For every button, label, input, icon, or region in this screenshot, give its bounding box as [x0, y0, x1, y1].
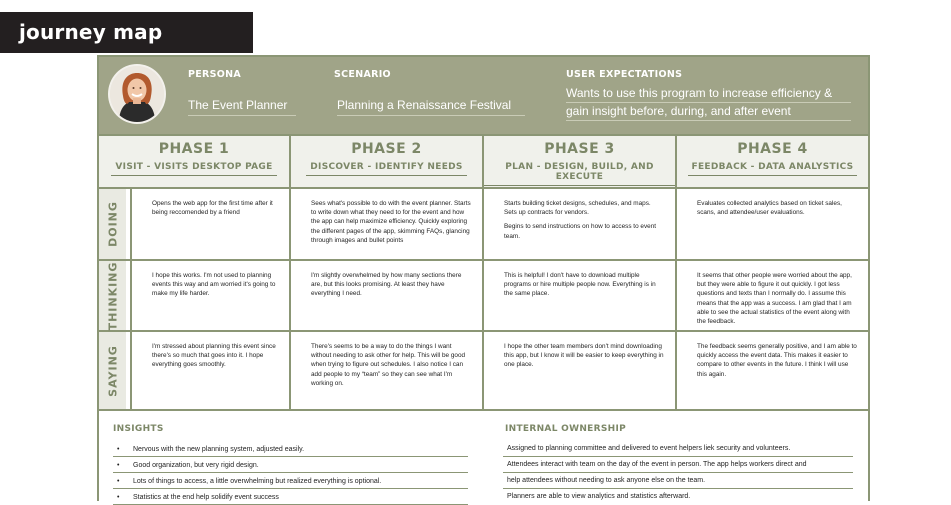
bullet: • [117, 478, 120, 485]
insight-text: Good organization, but very rigid design. [133, 462, 259, 469]
ownership-text: Planners are able to view analytics and statistics afterward. [507, 493, 691, 500]
cell-saying-phase-3 [484, 332, 675, 409]
ownership-text: Assigned to planning committee and delivered to event helpers liek security and volunteers. [507, 445, 791, 452]
cell-text: The feedback seems generally positive, and I am able to quickly access the event data. This makes it easier to compare to other events in the future. I think I will use this again. [697, 343, 857, 378]
phase-subtitle: FEEDBACK - DATA ANALYSTICS [688, 162, 858, 176]
cell-thinking-phase-3 [484, 261, 675, 330]
insight-item [113, 474, 468, 489]
cell-doing-phase-4 [677, 189, 868, 259]
phase-3 [484, 136, 677, 187]
bullet: • [117, 446, 120, 453]
cell-doing-phase-1 [132, 189, 289, 259]
phase-title: PHASE 3 [544, 141, 615, 157]
insight-item [113, 442, 468, 457]
cell-text: I hope this works. I'm not used to planning events this way and am worried it's going to make my life harder. [152, 272, 276, 298]
ownership-item [503, 473, 853, 489]
row-label-text: DOING [106, 201, 120, 247]
phase-subtitle: VISIT - VISITS DESKTOP PAGE [111, 162, 276, 176]
ownership-item [503, 457, 853, 473]
cell-doing-phase-2 [291, 189, 482, 259]
row-label-thinking [99, 261, 130, 330]
insight-item [113, 458, 468, 473]
cell-text: Sees what's possible to do with the event planner. Starts to write down what they need to for the event and how the app can help maximize efficiency. Quickly exploring the different pages of the app, skimming FAQs, glancing through images and bullet points [311, 200, 471, 244]
expectations-line-2: gain insight before, during, and after event [566, 103, 851, 121]
cell-thinking-phase-1 [132, 261, 289, 330]
cell-text: There's seems to be a way to do the things I want without needing to ask other for help. This will be good when trying to figure out schedules. I also notice I can add people to my “team” so they can see what I'm working on. [311, 343, 466, 387]
phase-title: PHASE 2 [351, 141, 422, 157]
scenario-value: Planning a Renaissance Festival [337, 98, 525, 116]
bullet: • [117, 494, 120, 501]
cell-doing-phase-3 [484, 189, 675, 259]
journey-grid [99, 189, 868, 409]
cell-text: I'm stressed about planning this event since there's so much that goes into it. I hope everything goes smoothly. [152, 343, 276, 369]
row-label-text: SAYING [106, 344, 120, 397]
persona-avatar [108, 64, 166, 124]
phase-subtitle: PLAN - DESIGN, BUILD, AND EXECUTE [484, 162, 675, 186]
cell-text: I'm slightly overwhelmed by how many sections there are, but this looks promising. At least they have everything I need. [311, 272, 462, 298]
cell-thinking-phase-2 [291, 261, 482, 330]
bottom-section [99, 409, 868, 503]
cell-saying-phase-4 [677, 332, 868, 409]
phases-row [99, 134, 868, 189]
phase-subtitle: DISCOVER - IDENTIFY NEEDS [306, 162, 466, 176]
insight-text: Statistics at the end help solidify event success [133, 494, 279, 501]
persona-value: The Event Planner [188, 98, 296, 116]
scenario-label: SCENARIO [334, 69, 391, 80]
phase-title: PHASE 1 [158, 141, 230, 157]
row-label-doing [99, 189, 130, 259]
insight-text: Nervous with the new planning system, adjusted easily. [133, 446, 305, 453]
header-bar [99, 57, 868, 134]
cell-text: I hope the other team members don't mind downloading this app, but I know it will be easier to keep everything in one place. [504, 343, 664, 369]
cell-text: It seems that other people were worried about the app, but they were able to figure it out quickly. I got less questions and texts than I normally do. I assume this means that the app was a success. I am glad that I am able to see the actual statistics of the event along with the feedback. [697, 272, 852, 326]
cell-text: This is helpful! I don't have to download multiple programs or hire multiple people now. Everything is in the same place. [504, 272, 656, 298]
bullet: • [117, 462, 120, 469]
expectations-line-1: Wants to use this program to increase efficiency & [566, 85, 851, 103]
row-label-text: THINKING [106, 261, 120, 330]
cell-text: Evaluates collected analytics based on ticket sales, scans, and attendee/user evaluations. [697, 200, 842, 217]
journey-map-frame [97, 55, 870, 501]
cell-saying-phase-2 [291, 332, 482, 409]
ownership-title: INTERNAL OWNERSHIP [505, 424, 627, 434]
ownership-text: Attendees interact with team on the day of the event in person. The app helps workers direct and [507, 461, 807, 468]
persona-label: PERSONA [188, 69, 242, 80]
insights-title: INSIGHTS [113, 424, 164, 434]
page-title: journey map [0, 12, 253, 53]
ownership-item [503, 441, 853, 457]
cell-thinking-phase-4 [677, 261, 868, 330]
cell-text: Opens the web app for the first time after it being reccomended by a friend [152, 200, 273, 217]
persona-photo-icon [110, 66, 164, 122]
insight-text: Lots of things to access, a little overwhelming but realized everything is optional. [133, 478, 382, 485]
ownership-item [503, 489, 853, 505]
phase-1 [99, 136, 291, 187]
phase-2 [291, 136, 484, 187]
ownership-text: help attendees without needing to ask anyone else on the team. [507, 477, 706, 484]
row-label-saying [99, 332, 130, 409]
expectations-label: USER EXPECTATIONS [566, 69, 683, 80]
expectations-value [566, 85, 851, 121]
insight-item [113, 490, 468, 505]
cell-text-2: Begins to send instructions on how to access to event team. [504, 223, 657, 240]
cell-text: Starts building ticket designs, schedules, and maps. Sets up contracts for vendors. [504, 200, 651, 217]
cell-saying-phase-1 [132, 332, 289, 409]
phase-title: PHASE 4 [737, 141, 808, 157]
phase-4 [677, 136, 868, 187]
